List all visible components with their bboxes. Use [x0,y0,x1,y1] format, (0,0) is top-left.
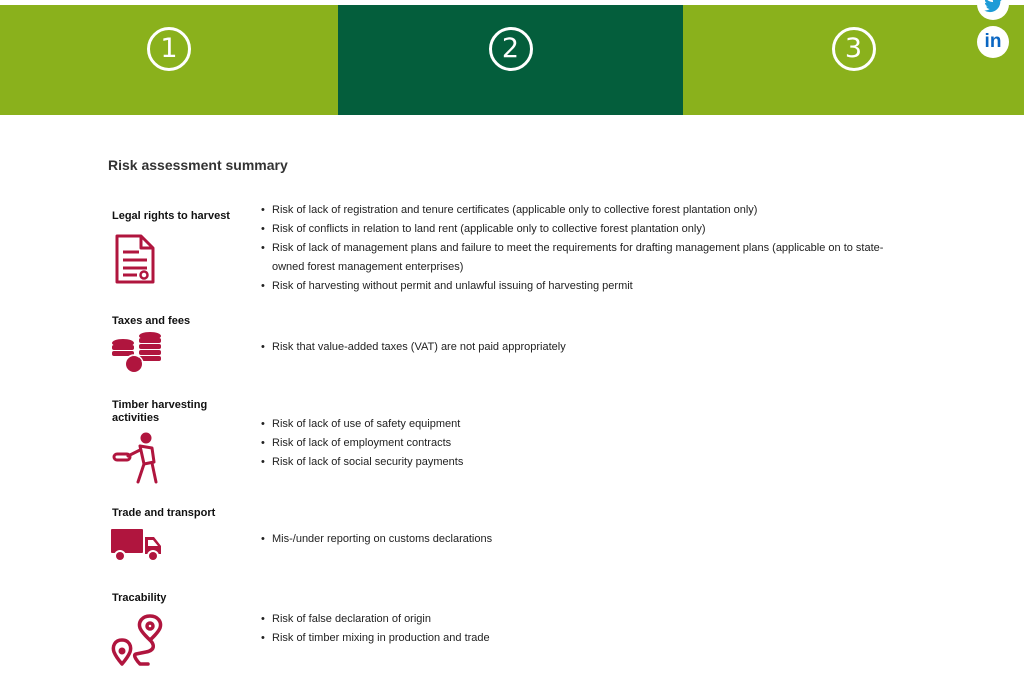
truck-icon [110,527,164,563]
list-item: • Risk that value-added taxes (VAT) are not paid appropriately [261,338,892,357]
list-item: • Risk of false declaration of origin [261,610,892,629]
list-item: • Risk of lack of use of safety equipment [261,415,892,434]
step-tabs [0,5,1024,115]
twitter-icon [982,0,1004,15]
list-item: • Risk of lack of registration and tenure certificates (applicable only to collective forest plantation only) [261,201,892,220]
category-label-tracability: Tracability [112,592,167,604]
list-item: • Risk of lack of social security payments [261,453,892,472]
risk-list-tracability [261,610,892,648]
risk-list-legal-rights [261,201,892,296]
route-pin-icon [110,614,164,668]
risk-list-taxes [261,338,892,357]
category-label-timber-harvesting: Timber harvesting activities [112,399,208,424]
step-tab-2[interactable] [338,5,683,115]
step-tab-1[interactable] [0,5,338,115]
page-title: Risk assessment summary [108,157,288,173]
risk-list-trade-transport [261,530,892,549]
list-item: • Mis-/under reporting on customs declarations [261,530,892,549]
category-label-legal-rights: Legal rights to harvest [112,210,230,222]
coins-icon [110,331,164,373]
list-item: • Risk of timber mixing in production and trade [261,629,892,648]
step-number-1: 1 [147,27,191,71]
risk-list-timber-harvesting [261,415,892,472]
list-item: • Risk of conflicts in relation to land rent (applicable only to collective forest plantation only) [261,220,892,239]
category-label-trade-transport: Trade and transport [112,507,216,519]
linkedin-icon: in [984,31,1002,52]
list-item: • Risk of lack of management plans and failure to meet the requirements for drafting management plans (applicable on to state-owned forest management enterprises) [261,239,892,277]
document-icon [113,232,157,286]
category-label-taxes: Taxes and fees [112,315,191,327]
step-number-3: 3 [832,27,876,71]
list-item: • Risk of lack of employment contracts [261,434,892,453]
linkedin-share-button[interactable] [977,26,1009,58]
chainsaw-worker-icon [110,432,166,488]
step-number-2: 2 [489,27,533,71]
list-item: • Risk of harvesting without permit and unlawful issuing of harvesting permit [261,277,892,296]
step-tab-3[interactable] [683,5,1024,115]
